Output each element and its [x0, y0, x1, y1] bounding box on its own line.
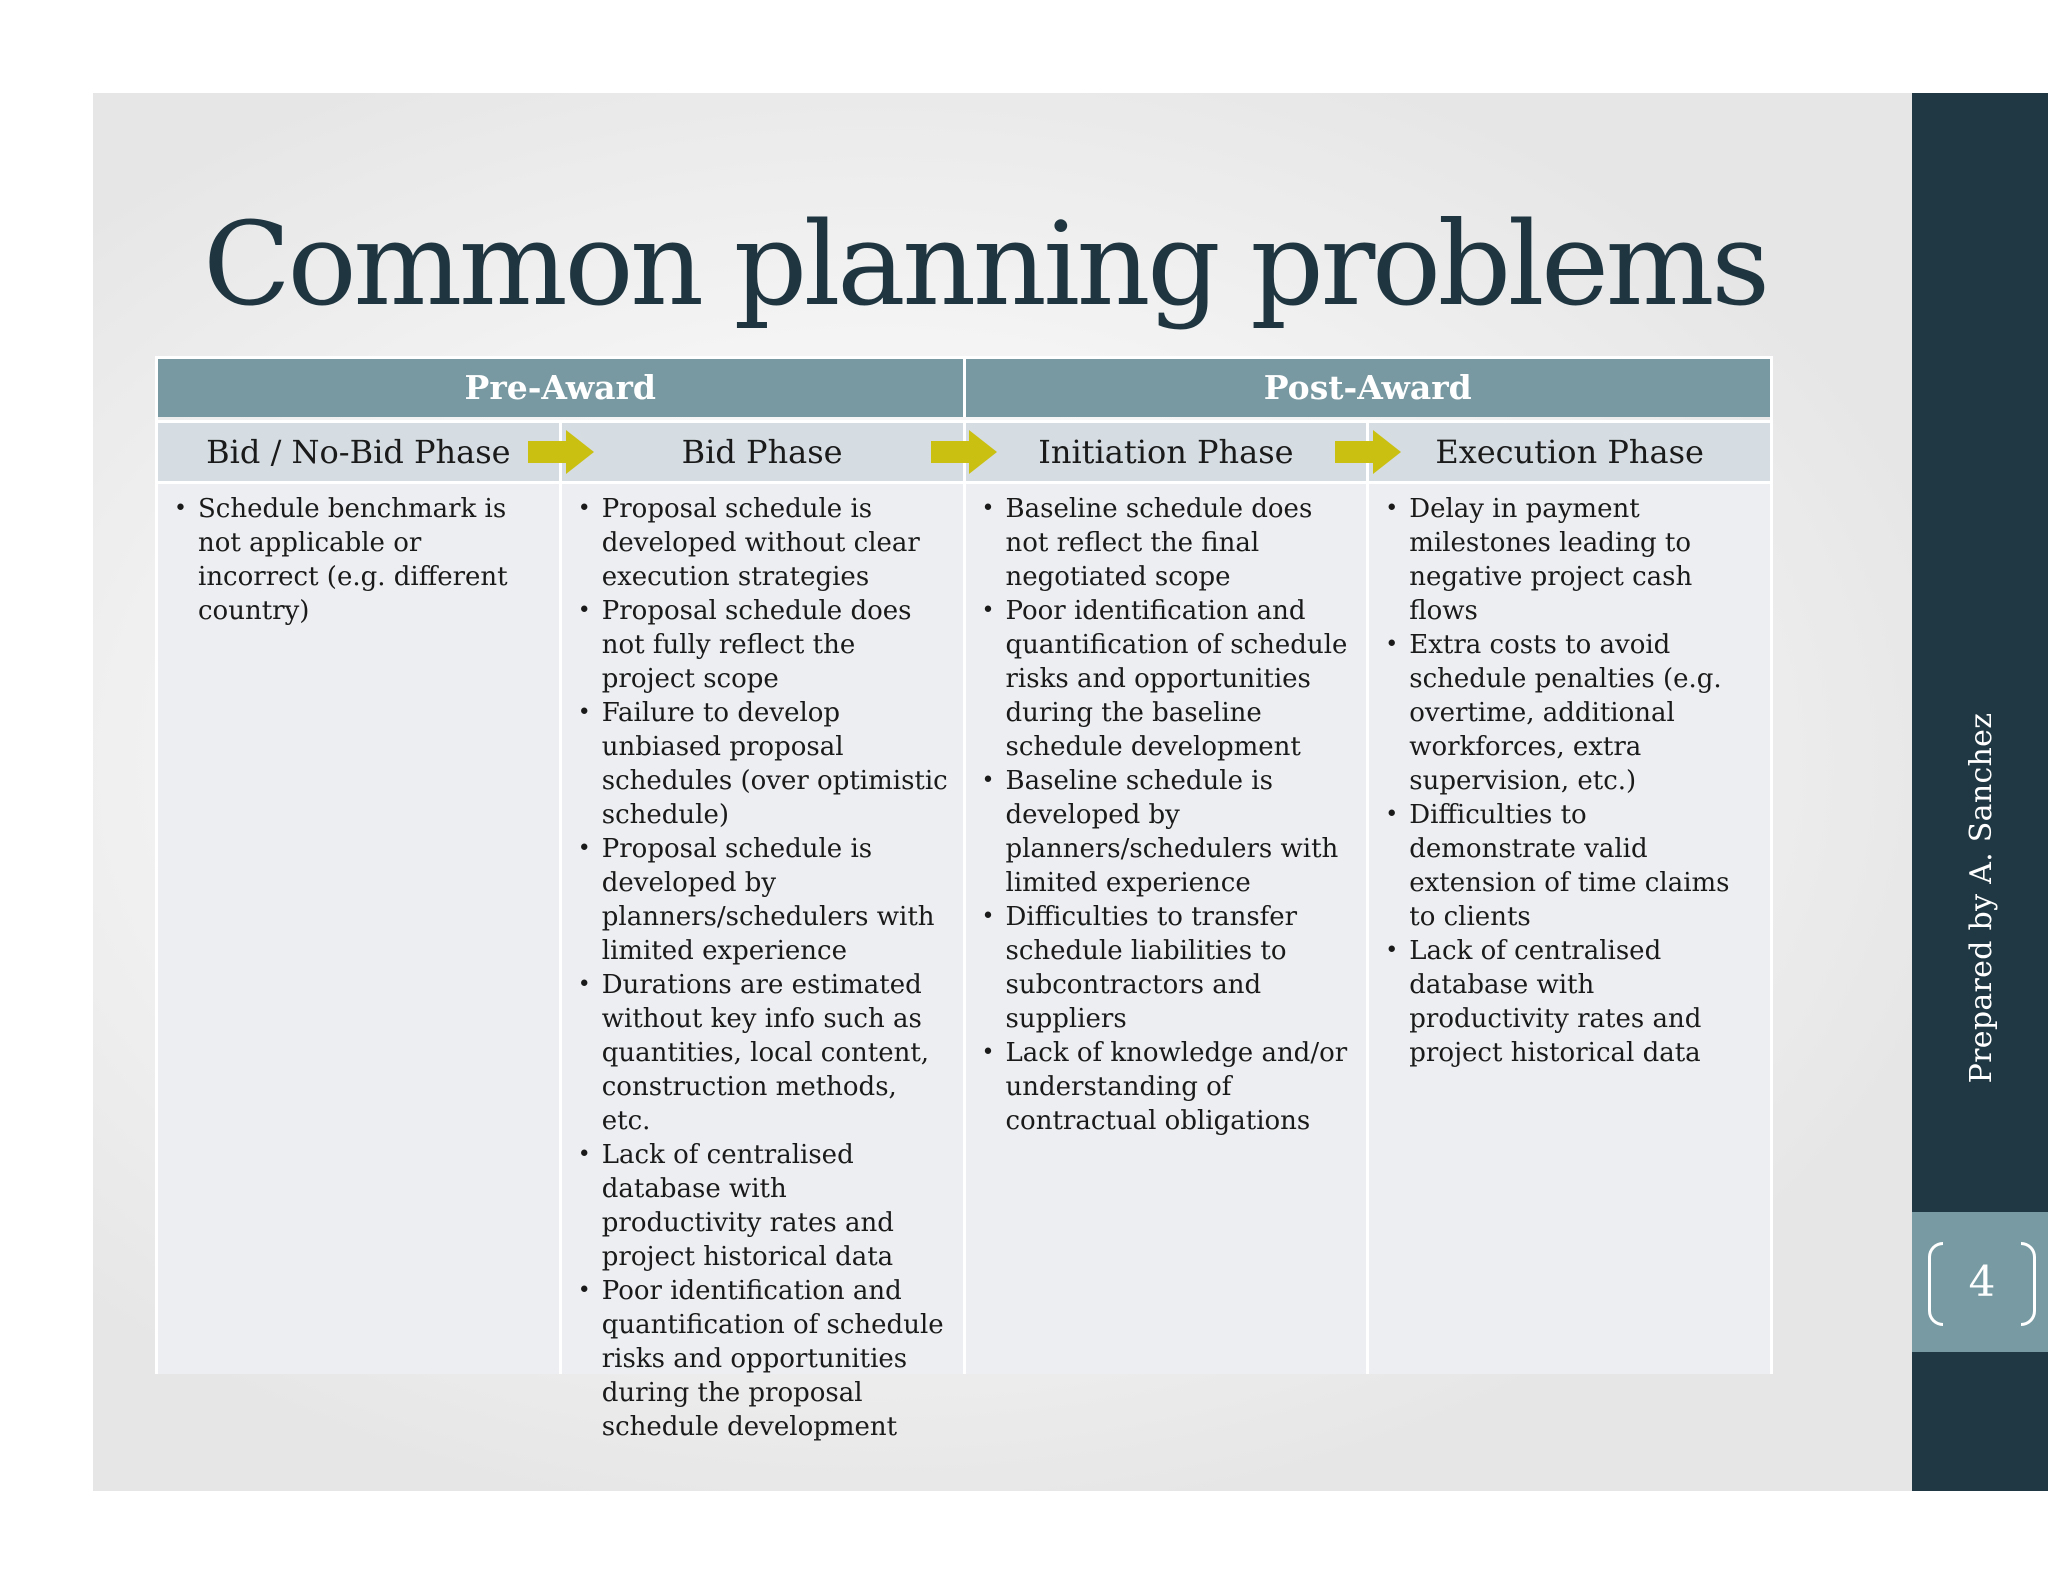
- list-item: • Baseline schedule is developed by planners/schedulers with limited experience: [980, 764, 1357, 900]
- arrow-right-icon: [528, 430, 594, 474]
- group-header-post-award: Post-Award: [963, 359, 1771, 417]
- bullet-list: [576, 492, 953, 1444]
- problems-row: [158, 481, 1770, 1442]
- bullet-list: [172, 492, 549, 628]
- column-bid: [559, 484, 963, 1442]
- arrow-right-icon: [1335, 430, 1401, 474]
- list-item: • Poor identification and quantification of schedule risks and opportunities during the baseline schedule development: [980, 594, 1357, 764]
- list-item: • Schedule benchmark is not applicable or incorrect (e.g. different country): [172, 492, 549, 628]
- phase-header-bid-no-bid: Bid / No-Bid Phase: [158, 423, 559, 481]
- list-item: • Poor identification and quantification of schedule risks and opportunities during the proposal schedule development: [576, 1274, 953, 1444]
- list-item: • Proposal schedule is developed by planners/schedulers with limited experience: [576, 832, 953, 968]
- phases-table: [155, 356, 1773, 1442]
- list-item: • Durations are estimated without key info such as quantities, local content, construction methods, etc.: [576, 968, 953, 1138]
- list-item: • Difficulties to demonstrate valid extension of time claims to clients: [1383, 798, 1760, 934]
- phase-header-execution: Execution Phase: [1366, 423, 1770, 481]
- column-execution: [1366, 484, 1770, 1374]
- list-item: • Extra costs to avoid schedule penalties (e.g. overtime, additional workforces, extra supervision, etc.): [1383, 628, 1760, 798]
- bullet-list: [1383, 492, 1760, 1070]
- slide-title: Common planning problems: [203, 198, 1767, 332]
- page-number: 4: [1968, 1257, 1996, 1306]
- phase-header-initiation: Initiation Phase: [963, 423, 1367, 481]
- list-item: • Lack of centralised database with productivity rates and project historical data: [1383, 934, 1760, 1070]
- group-header-row: [158, 359, 1770, 417]
- slide: [93, 93, 1999, 1491]
- bullet-list: [980, 492, 1357, 1138]
- group-header-pre-award: Pre-Award: [158, 359, 963, 417]
- list-item: • Proposal schedule does not fully reflect the project scope: [576, 594, 953, 696]
- list-item: • Difficulties to transfer schedule liabilities to subcontractors and suppliers: [980, 900, 1357, 1036]
- phase-header-bid: Bid Phase: [559, 423, 963, 481]
- list-item: • Baseline schedule does not reflect the final negotiated scope: [980, 492, 1357, 594]
- list-item: • Failure to develop unbiased proposal schedules (over optimistic schedule): [576, 696, 953, 832]
- list-item: • Lack of knowledge and/or understanding of contractual obligations: [980, 1036, 1357, 1138]
- column-initiation: [963, 484, 1367, 1374]
- list-item: • Lack of centralised database with productivity rates and project historical data: [576, 1138, 953, 1274]
- column-bid-no-bid: [158, 484, 559, 1374]
- list-item: • Delay in payment milestones leading to negative project cash flows: [1383, 492, 1760, 628]
- author-credit: Prepared by A. Sanchez: [1964, 712, 1999, 1084]
- arrow-right-icon: [931, 430, 997, 474]
- page-number-box: [1912, 1212, 2048, 1352]
- list-item: • Proposal schedule is developed without clear execution strategies: [576, 492, 953, 594]
